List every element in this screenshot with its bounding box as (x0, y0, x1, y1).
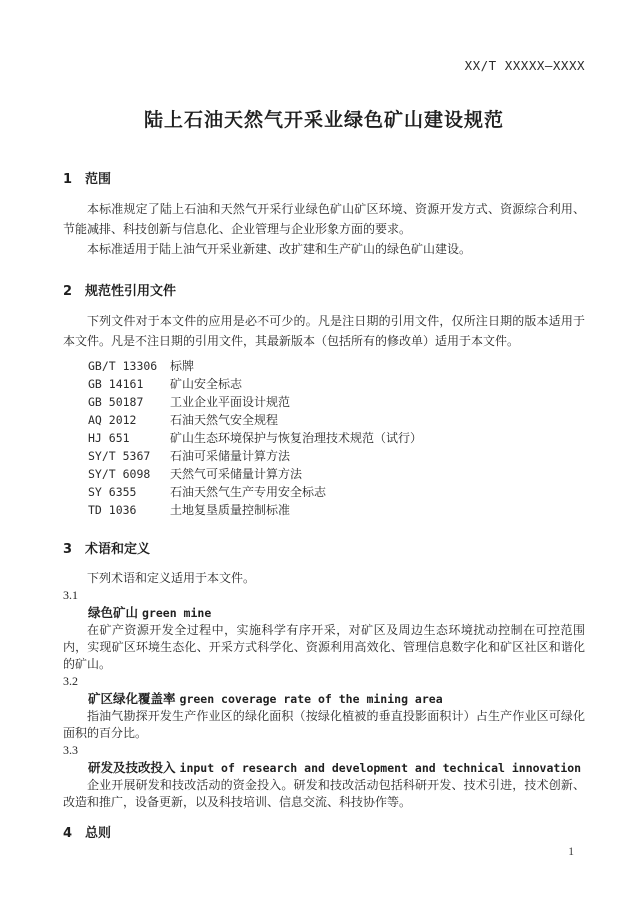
reference-title: 土地复垦质量控制标准 (170, 503, 291, 517)
terms-intro: 下列术语和定义适用于本文件。 (87, 571, 256, 585)
term-heading (88, 690, 585, 708)
scope-paragraph-1: 本标准规定了陆上石油和天然气开采行业绿色矿山矿区环境、资源开发方式、资源综合利用、节能减排、科技创新与信息化、企业管理与企业形象方面的要求。 (63, 202, 585, 236)
section-label: 术语和定义 (85, 542, 151, 557)
term-chinese: 矿区绿化覆盖率 (88, 691, 176, 706)
term-definition: 企业开展研发和技改活动的资金投入。研发和技改活动包括科研开发、技术引进，技术创新、改造和推广，设备更新，以及科技培训、信息交流、科技协作等。 (63, 778, 585, 809)
reference-code: SY 6355 (88, 485, 137, 499)
page-number: 1 (568, 846, 574, 858)
reference-title: 石油可采储量计算方法 (170, 449, 291, 463)
reference-item (88, 447, 585, 465)
term-heading (88, 759, 585, 777)
term-definition: 在矿产资源开发全过程中，实施科学有序开采，对矿区及周边生态环境扰动控制在可控范围内，实现矿区环境生态化、开采方式科学化、资源利用高效化、管理信息数字化和矿区社区和谐化的矿山。 (63, 623, 585, 671)
reference-item (88, 483, 585, 501)
section-label: 总则 (85, 826, 112, 841)
section-number: 4 (63, 826, 73, 841)
reference-title: 矿山生态环境保护与恢复治理技术规范（试行） (170, 431, 423, 445)
reference-item (88, 429, 585, 447)
reference-item (88, 357, 585, 375)
term-item (63, 742, 585, 811)
reference-title: 标牌 (170, 359, 195, 373)
term-heading (88, 604, 585, 622)
reference-item (88, 465, 585, 483)
reference-title: 天然气可采储量计算方法 (170, 467, 303, 481)
reference-code: HJ 651 (88, 431, 130, 445)
section-heading-normative-references (63, 283, 585, 301)
reference-title: 矿山安全标志 (170, 377, 243, 391)
term-item (63, 673, 585, 742)
section-number: 3 (63, 542, 73, 557)
term-english: input of research and development and technical innovation (179, 761, 582, 775)
reference-title: 工业企业平面设计规范 (170, 395, 291, 409)
section-number: 1 (63, 172, 73, 187)
term-number: 3.2 (63, 674, 78, 688)
reference-code: SY/T 6098 (88, 467, 151, 481)
term-english: green mine (142, 606, 212, 620)
standard-code: XX/T XXXXX—XXXX (464, 58, 585, 73)
term-chinese: 研发及技改投入 (88, 760, 176, 775)
reference-item (88, 375, 585, 393)
term-number: 3.1 (63, 588, 78, 602)
reference-code: TD 1036 (88, 503, 137, 517)
reference-code: GB 14161 (88, 377, 144, 391)
scope-paragraph-2: 本标准适用于陆上油气开采业新建、改扩建和生产矿山的绿色矿山建设。 (87, 242, 472, 256)
section-label: 规范性引用文件 (85, 284, 177, 299)
reference-code: AQ 2012 (88, 413, 137, 427)
section-heading-general (63, 825, 585, 843)
reference-title: 石油天然气生产专用安全标志 (170, 485, 327, 499)
term-definition: 指油气勘探开发生产作业区的绿化面积（按绿化植被的垂直投影面积计）占生产作业区可绿化面积的百分比。 (63, 709, 585, 740)
section-number: 2 (63, 284, 73, 299)
reference-item (88, 411, 585, 429)
section-heading-scope (63, 171, 585, 189)
normative-references-intro: 下列文件对于本文件的应用是必不可少的。凡是注日期的引用文件，仅所注日期的版本适用于本文件。凡是不注日期的引用文件，其最新版本（包括所有的修改单）适用于本文件。 (63, 314, 585, 348)
term-english: green coverage rate of the mining area (179, 692, 443, 706)
document-title: 陆上石油天然气开采业绿色矿山建设规范 (143, 109, 504, 131)
reference-code: GB 50187 (88, 395, 144, 409)
reference-item (88, 393, 585, 411)
reference-code: GB/T 13306 (88, 359, 158, 373)
term-item (63, 587, 585, 673)
reference-item (88, 501, 585, 519)
section-label: 范围 (85, 172, 112, 187)
reference-title: 石油天然气安全规程 (170, 413, 279, 427)
reference-code: SY/T 5367 (88, 449, 151, 463)
term-number: 3.3 (63, 743, 78, 757)
normative-references-list (88, 357, 585, 519)
term-chinese: 绿色矿山 (88, 605, 139, 620)
section-heading-terms-definitions (63, 541, 585, 559)
